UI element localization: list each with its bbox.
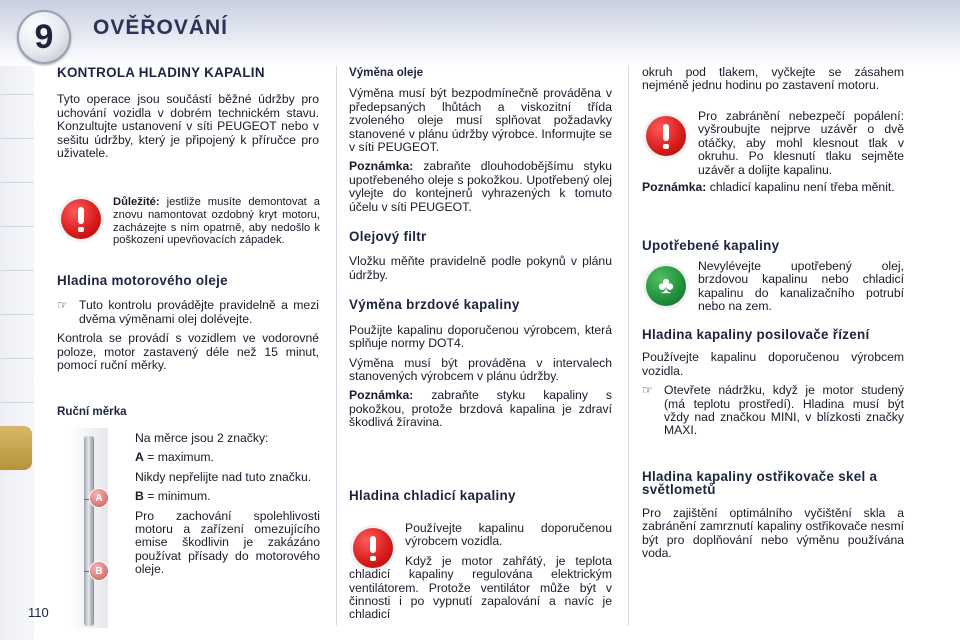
mark-b-label: B (90, 562, 108, 580)
steering-heading: Hladina kapaliny posilovače řízení (642, 327, 870, 342)
mark-a-line (135, 451, 320, 464)
washer-section (642, 470, 904, 566)
important-note (113, 196, 320, 253)
oil-filter-heading: Olejový filtr (349, 229, 427, 245)
column-divider (336, 66, 337, 626)
oil-level-bullet (57, 299, 319, 326)
coolant-section (349, 489, 612, 502)
dipstick-section (57, 405, 319, 418)
column-2 (349, 66, 612, 436)
tab-divider (0, 138, 34, 139)
mark-b-note: Pro zachování spolehlivosti motoru a zařízení omezujícího emise škodlivin je zakázáno používat přísady do motorového oleje. (135, 508, 320, 577)
note-3 (642, 181, 904, 194)
note-3-label: Poznámka: (642, 180, 707, 195)
coolant-text (349, 522, 612, 628)
tab-divider (0, 182, 34, 183)
used-fluids-heading: Upotřebené kapaliny (642, 238, 780, 253)
pointer-icon: ☞ (642, 383, 653, 398)
oil-filter-text: Vložku měňte pravidelně podle pokynů v plánu údržby. (349, 254, 612, 282)
tree-icon: ♣ (658, 272, 674, 299)
steering-text: Používejte kapalinu doporučenou výrobcem vozidla. (642, 350, 904, 378)
oil-change-heading: Výměna oleje (349, 66, 424, 79)
steering-bullet-text: Otevřete nádržku, když je motor studený (má teplotu prostředí). Hladina musí být vždy nad značkou MINI, v blízkosti značky MAXI. (664, 383, 904, 438)
dipstick-text (135, 432, 320, 583)
chapter-number-badge (17, 10, 71, 64)
important-text: jestliže musíte demontovat a znovu namontovat ozdobný kryt motoru, zacházejte s ním opatrně, aby nedošlo k poškození upevňovacích západek. (113, 196, 320, 247)
tab-divider (0, 94, 34, 95)
note-1 (349, 160, 612, 214)
chapter-title: OVĚŘOVÁNÍ (93, 16, 229, 39)
section-title: KONTROLA HLADINY KAPALIN (57, 65, 265, 80)
warning-icon (61, 199, 101, 239)
note-2 (349, 389, 612, 429)
note-1-text: zabraňte dlouhodobějšímu styku upotřebeného oleje s pokožkou. Upotřebený olej vylejte do kontejnerů vyhrazených k tomuto účelu v síti PEUGEOT. (349, 159, 612, 214)
dipstick-heading: Ruční měrka (57, 405, 127, 418)
steering-section (642, 328, 904, 444)
burn-warning (642, 110, 904, 200)
washer-heading: Hladina kapaliny ostřikovače skel a světlometů (642, 469, 878, 498)
tab-divider (0, 314, 34, 315)
note-1-label: Poznámka: (349, 159, 414, 174)
mark-a-letter: A (135, 450, 144, 465)
note-2-text: zabraňte styku kapaliny s pokožkou, protože brzdová kapalina je zdraví škodlivá žíravina. (349, 388, 612, 430)
active-chapter-tab[interactable] (0, 426, 32, 470)
oil-level-heading: Hladina motorového oleje (57, 273, 228, 288)
mark-a-note: Nikdy nepřelijte nad tuto značku. (135, 469, 312, 484)
environment-icon (646, 266, 686, 306)
mark-b-letter: B (135, 489, 144, 504)
coolant-heading: Hladina chladicí kapaliny (349, 488, 516, 503)
coolant-text-2: Když je motor zahřátý, je teplota chladicí kapaliny regulována elektrickým ventilátorem. Protože ventilátor může být v činnosti i po vypnutí zapalování a navíc je chladicí (349, 553, 612, 622)
note-2-label: Poznámka: (349, 388, 414, 403)
tab-divider (0, 270, 34, 271)
brake-fluid-heading: Výměna brzdové kapaliny (349, 297, 520, 313)
chapter-number: 9 (34, 17, 54, 56)
coolant-continued: okruh pod tlakem, vyčkejte se zásahem nejméně jednu hodinu po zastavení motoru. (642, 65, 904, 93)
pointer-icon: ☞ (57, 298, 68, 313)
note-3-text: chladicí kapalinu není třeba měnit. (706, 180, 895, 195)
dipstick-intro: Na měrce jsou 2 značky: (135, 431, 269, 445)
oil-level-text: Kontrola se provádí s vozidlem ve vodorovné poloze, motor zastavený déle než 15 minut, pomocí ruční měrky. (57, 331, 319, 373)
chapter-tab-strip (0, 66, 34, 640)
washer-text: Pro zajištění optimálního vyčištění skla a zabránění zamrznutí kapaliny ostřikovače nesmí být pro doplňování nebo výměnu používána voda. (642, 505, 904, 561)
important-label: Důležité: (113, 196, 160, 208)
oil-level-bullet-text: Tuto kontrolu provádějte pravidelně a mezi dvěma výměnami olej dolévejte. (79, 298, 319, 326)
brake-fluid-text-1: Použijte kapalinu doporučenou výrobcem, která splňuje normy DOT4. (349, 322, 612, 351)
brake-fluid-text-2: Výměna musí být prováděna v intervalech stanovených výrobcem v plánu údržby. (349, 355, 612, 383)
coolant-text-1: Používejte kapalinu doporučenou výrobcem vozidla. (405, 521, 612, 549)
used-fluids-text-block (698, 260, 904, 320)
mark-b-line (135, 490, 320, 503)
tab-divider (0, 402, 34, 403)
intro-text: Tyto operace jsou součástí běžné údržby pro uchování vozidla v dobrém technickém stavu. Konzultujte ustanovení v síti PEUGEOT nebo v sešitu údržby, který je připojený k příručce pro uživatele. (57, 92, 319, 161)
dipstick-rod (84, 436, 94, 626)
page-number: 110 (28, 605, 49, 620)
burn-text: Pro zabránění nebezpečí popálení: vyšroubujte nejprve uzávěr o dvě otáčky, aby mohl klesnout tlak v okruhu. Po klesnutí tlaku sejměte uzávěr a dolijte kapalinu. (698, 109, 904, 177)
used-fluids-text: Nevylévejte upotřebený olej, brzdovou kapalinu nebo chladicí kapalinu do kanalizačního potrubí nebo na zem. (698, 259, 904, 314)
steering-bullet (642, 384, 904, 438)
column-1 (57, 66, 319, 166)
tab-divider (0, 226, 34, 227)
tab-divider (0, 358, 34, 359)
column-3 (642, 66, 904, 99)
mark-a-label: A (90, 489, 108, 507)
mark-b-text: = minimum. (143, 489, 211, 504)
mark-a-text: = maximum. (143, 450, 214, 465)
column-divider (628, 66, 629, 626)
used-fluids-section (642, 239, 904, 252)
oil-level-section (57, 274, 319, 378)
oil-change-text: Výměna musí být bezpodmínečně prováděna v předepsaných lhůtách a viskozitní třída zvoleného oleje musí splňovat požadavky stanovené v plánu údržby výrobce. Informujte se v síti PEUGEOT. (349, 86, 612, 155)
